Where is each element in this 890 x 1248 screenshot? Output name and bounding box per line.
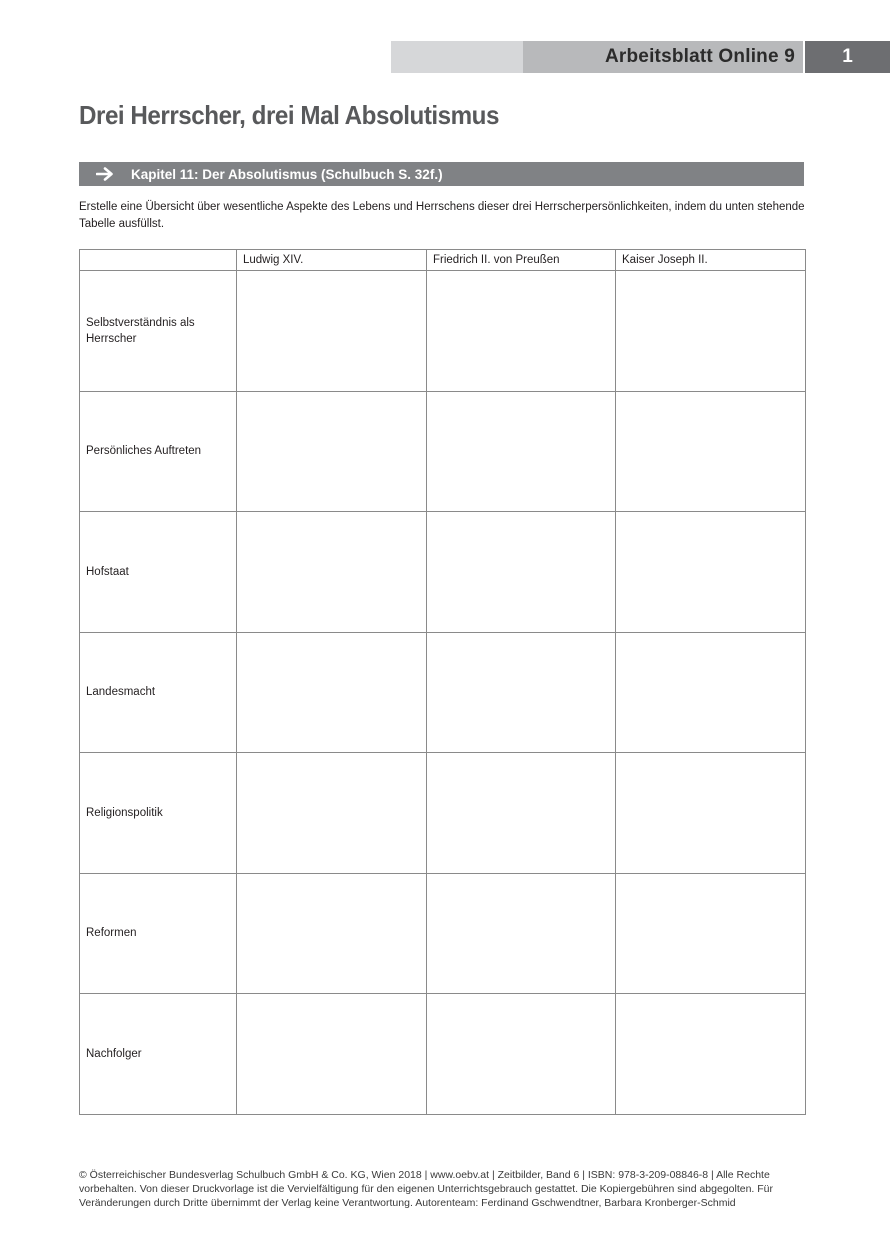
chapter-label: Kapitel 11: Der Absolutismus (Schulbuch S. 32f.) — [131, 166, 443, 182]
answer-cell[interactable] — [427, 994, 616, 1115]
overview-table — [79, 249, 806, 1115]
header-bar — [523, 41, 803, 73]
row-label: Landesmacht — [80, 632, 237, 753]
page-number: 1 — [805, 41, 890, 73]
instruction-text: Erstelle eine Übersicht über wesentliche Aspekte des Lebens und Herrschens dieser drei Herrscherpersönlichkeiten, indem du unten stehende Tabelle ausfüllst. — [79, 201, 805, 230]
table-row — [80, 271, 806, 392]
answer-cell[interactable] — [237, 873, 427, 994]
row-label: Nachfolger — [80, 994, 237, 1115]
header-bar-light — [391, 41, 523, 73]
header-cell-friedrich: Friedrich II. von Preußen — [427, 250, 616, 271]
header-title: Arbeitsblatt Online 9 — [604, 46, 795, 67]
page-title: Drei Herrscher, drei Mal Absolutismus — [79, 100, 499, 130]
answer-cell[interactable] — [237, 994, 427, 1115]
answer-cell[interactable] — [237, 753, 427, 874]
header-cell-joseph: Kaiser Joseph II. — [616, 250, 806, 271]
footer-copyright — [79, 1168, 819, 1210]
footer-line: © Österreichischer Bundesverlag Schulbuch GmbH & Co. KG, Wien 2018 | www.oebv.at | Zeitbilder, Band 6 | ISBN: 978-3-209-08846-8 | Alle Rechte — [79, 1169, 770, 1181]
chapter-bar — [79, 162, 804, 186]
table-row — [80, 391, 806, 512]
answer-cell[interactable] — [427, 391, 616, 512]
answer-cell[interactable] — [237, 632, 427, 753]
table-row — [80, 994, 806, 1115]
footer-line: vorbehalten. Von dieser Druckvorlage ist die Vervielfältigung für den eigenen Unterrichtsgebrauch gestattet. Die Kopiergebühren sind abgegolten. Für — [79, 1183, 774, 1195]
answer-cell[interactable] — [427, 512, 616, 633]
answer-cell[interactable] — [616, 271, 806, 392]
table-row — [80, 753, 806, 874]
answer-cell[interactable] — [616, 873, 806, 994]
answer-cell[interactable] — [427, 873, 616, 994]
header-cell-ludwig: Ludwig XIV. — [237, 250, 427, 271]
table-row — [80, 632, 806, 753]
row-label: Selbstverständnis als Herrscher — [80, 271, 237, 392]
table-header-row — [80, 250, 806, 271]
answer-cell[interactable] — [616, 632, 806, 753]
row-label: Hofstaat — [80, 512, 237, 633]
answer-cell[interactable] — [237, 512, 427, 633]
answer-cell[interactable] — [427, 632, 616, 753]
row-label: Reformen — [80, 873, 237, 994]
answer-cell[interactable] — [616, 753, 806, 874]
answer-cell[interactable] — [616, 512, 806, 633]
row-label: Religionspolitik — [80, 753, 237, 874]
row-label: Persönliches Auftreten — [80, 391, 237, 512]
table-row — [80, 873, 806, 994]
arrow-right-icon — [79, 167, 131, 181]
answer-cell[interactable] — [616, 994, 806, 1115]
answer-cell[interactable] — [427, 271, 616, 392]
answer-cell[interactable] — [427, 753, 616, 874]
answer-cell[interactable] — [237, 391, 427, 512]
header-cell-empty — [80, 250, 237, 271]
answer-cell[interactable] — [237, 271, 427, 392]
answer-cell[interactable] — [616, 391, 806, 512]
footer-line: Veränderungen durch Dritte übernimmt der Verlag keine Verantwortung. Autorenteam: Ferdinand Gschwendtner, Barbara Kronberger-Schmid — [79, 1197, 736, 1209]
table-row — [80, 512, 806, 633]
